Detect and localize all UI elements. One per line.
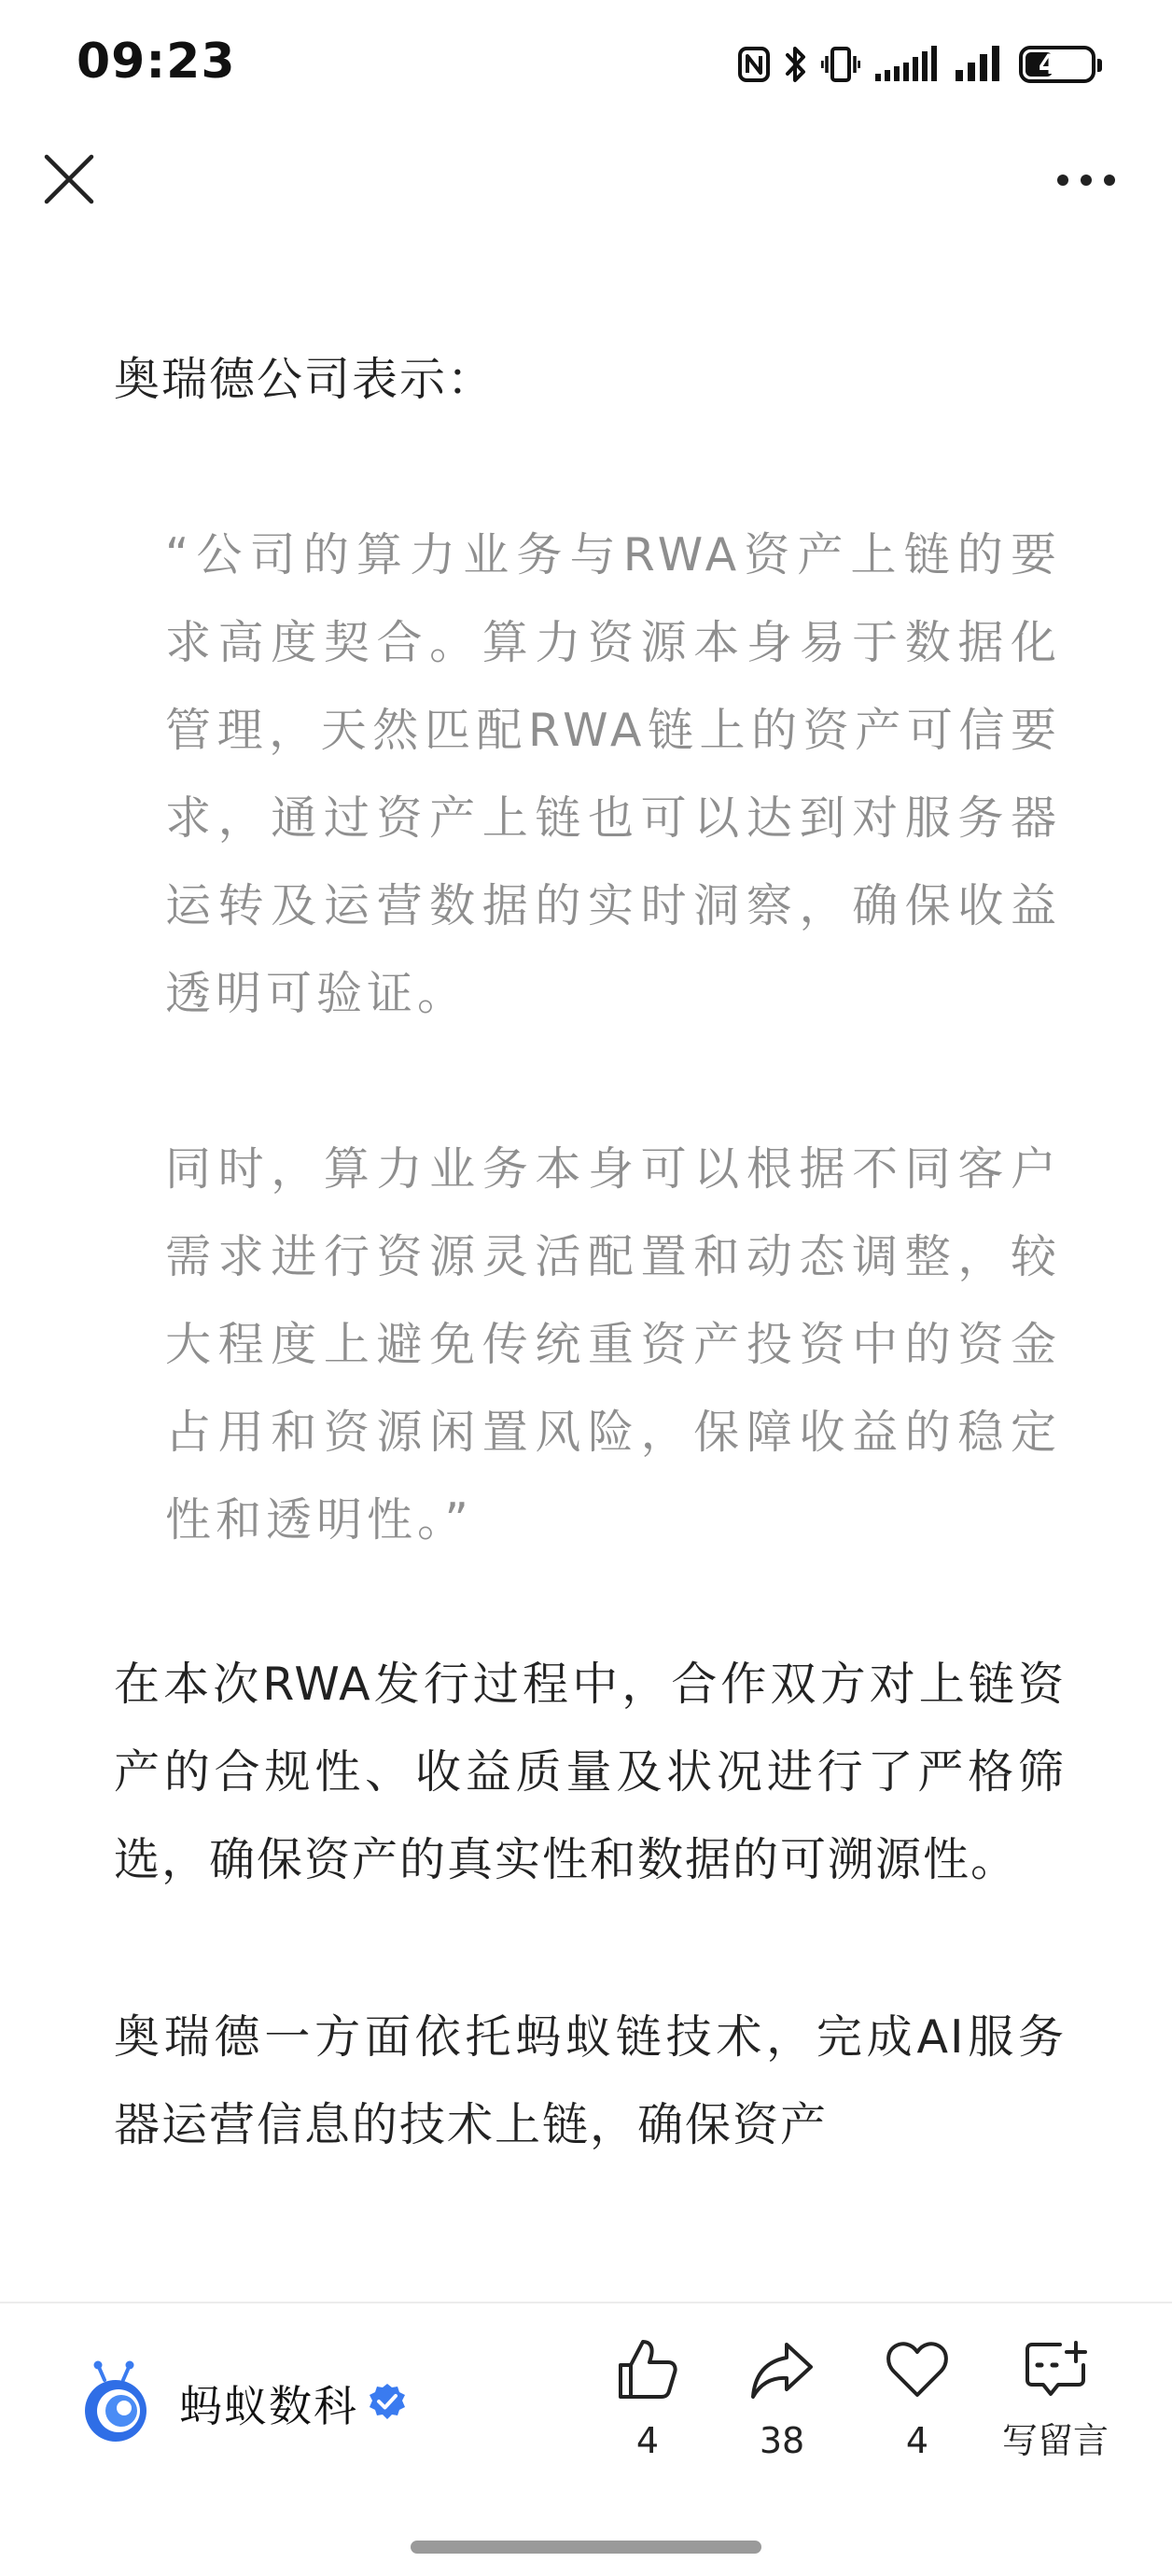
- share-icon: [749, 2337, 815, 2402]
- verified-icon: [358, 2382, 407, 2425]
- status-icons: [737, 41, 1095, 88]
- close-icon: [43, 153, 95, 209]
- favorite-count: 4: [905, 2420, 929, 2461]
- battery-icon: [1019, 46, 1095, 83]
- nfc-icon: [737, 46, 771, 83]
- signal-icon: [954, 46, 1006, 83]
- thumbs-up-icon: [615, 2337, 680, 2402]
- bluetooth-icon: [784, 45, 808, 84]
- quote-paragraph: “公司的算力业务与RWA资产上链的要求高度契合。算力资源本身易于数据化管理，天然匹配RWA链上的资产可信要求，通过资产上链也可以达到对服务器运转及运营数据的实时洞察，确保收益透明可验证。: [165, 528, 1061, 1020]
- article-body: [114, 280, 1066, 2169]
- bottom-action-bar: [0, 2302, 1172, 2576]
- status-time: 09:23: [77, 34, 236, 90]
- paragraph: 在本次RWA发行过程中，合作双方对上链资产的合规性、收益质量及状况进行了严格筛选，确保资产的真实性和数据的可溯源性。: [114, 1658, 1066, 1886]
- more-icon: [1056, 173, 1116, 190]
- like-count: 4: [635, 2420, 660, 2461]
- share-count: 38: [759, 2420, 805, 2461]
- author-profile[interactable]: [82, 2352, 407, 2455]
- author-name: 蚂蚁数科: [179, 2381, 358, 2431]
- more-button[interactable]: [1049, 147, 1123, 215]
- comment-label: 写留言: [1001, 2420, 1109, 2461]
- paragraph-intro: 奥瑞德公司表示：: [114, 353, 495, 406]
- signal-icon: [873, 46, 941, 83]
- comment-button[interactable]: [985, 2337, 1125, 2486]
- share-button[interactable]: [712, 2337, 852, 2486]
- battery-text: 47: [1038, 48, 1077, 80]
- like-button[interactable]: [578, 2337, 718, 2486]
- close-button[interactable]: [35, 147, 103, 215]
- vibrate-icon: [821, 45, 860, 84]
- comment-icon: [1023, 2337, 1088, 2402]
- status-bar: [0, 0, 1172, 131]
- favorite-button[interactable]: [847, 2337, 987, 2486]
- quote-paragraph: 同时，算力业务本身可以根据不同客户需求进行资源灵活配置和动态调整，较大程度上避免传统重资产投资中的资金占用和资源闲置风险，保障收益的稳定性和透明性。”: [165, 1142, 1061, 1547]
- heart-icon: [885, 2337, 950, 2402]
- avatar: [82, 2359, 179, 2447]
- paragraph: 奥瑞德一方面依托蚂蚁链技术，完成AI服务器运营信息的技术上链，确保资产: [114, 2010, 1066, 2151]
- home-indicator[interactable]: [411, 2541, 761, 2554]
